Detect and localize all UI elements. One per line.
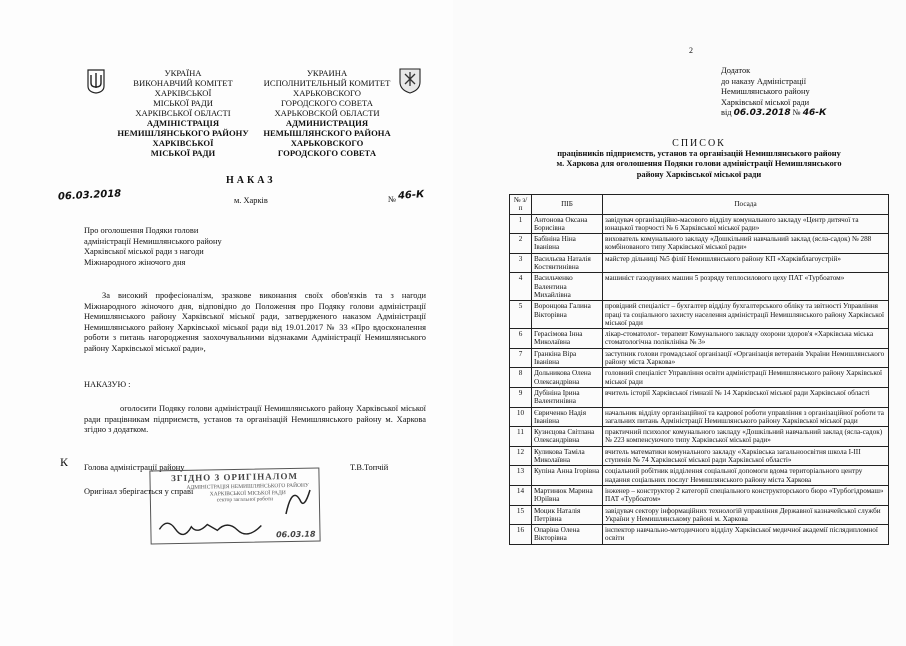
header-line: МІСЬКОЇ РАДИ xyxy=(153,98,213,108)
signature-title: Голова адміністрації району xyxy=(84,463,185,472)
order-date: 06.03.2018 xyxy=(57,188,122,203)
list-heading xyxy=(509,138,889,180)
row-number: 10 xyxy=(510,407,532,427)
subject-line: Про оголошення Подяки голови xyxy=(84,226,199,235)
person-position: вихователь комунального закладу «Дошкільний навчальний заклад (ясла-садок) № 288 комбінованого типу Харківської міської ради» xyxy=(603,234,889,254)
row-number: 1 xyxy=(510,214,532,234)
header-line: ХАРКІВСЬКОЇ xyxy=(154,88,212,98)
header-line: ГОРОДСКОГО СОВЕТА xyxy=(277,148,377,158)
list-subtitle-line: м. Харкова для оголошення Подяки голови адміністрації Немишлянського xyxy=(556,159,842,169)
person-name: Воронцова Галина Вікторівна xyxy=(532,301,603,329)
stamp-organization: АДМІНІСТРАЦІЯ НЕМИШЛЯНСЬКОГО РАЙОНУ ХАРКІВСЬКОЇ МІСЬКОЇ РАДИ xyxy=(186,482,309,497)
person-position: головний спеціаліст Управління освіти адміністрації Немишлянського району Харківської міської ради xyxy=(603,368,889,388)
person-position: заступник голови громадської організації «Організація ветеранів України Немишлянського району міста Харкова» xyxy=(603,348,889,368)
table-row xyxy=(510,525,889,545)
stamp-sector: сектор загальної роботи xyxy=(216,496,274,504)
table-row xyxy=(510,466,889,486)
row-number: 4 xyxy=(510,273,532,301)
order-number: 46-К xyxy=(397,189,425,202)
table-row xyxy=(510,485,889,505)
table-row xyxy=(510,214,889,234)
city-label: м. Харків xyxy=(234,196,268,205)
table-row xyxy=(510,348,889,368)
subject-line: адміністрації Немишлянського району xyxy=(84,236,222,246)
table-row xyxy=(510,446,889,466)
row-number: 3 xyxy=(510,253,532,273)
table-row xyxy=(510,368,889,388)
appendix-header xyxy=(721,66,901,119)
row-number: 7 xyxy=(510,348,532,368)
person-position: завідувач сектору інформаційних технологій управління Державної казначейської служби України у Немишлянському районі м. Харкова xyxy=(603,505,889,525)
table-row xyxy=(510,427,889,447)
header-line: ХАРЬКОВСКОГО xyxy=(290,138,364,148)
person-name: Купіна Анна Ігорівна xyxy=(532,466,603,486)
appendix-line: Немишлянського району xyxy=(721,87,810,97)
row-number: 14 xyxy=(510,485,532,505)
order-subject xyxy=(84,226,304,268)
row-number: 11 xyxy=(510,427,532,447)
row-number: 12 xyxy=(510,446,532,466)
person-position: начальник відділу організаційної та кадрової роботи управління з організаційної роботи та загальних питань Адміністрації Немишлянського району Харківської міської ради xyxy=(603,407,889,427)
signature-name: Т.В.Топчій xyxy=(350,463,389,472)
person-position: провідний спеціаліст – бухгалтер відділу бухгалтерського обліку та звітності Управління праці та соціального захисту населення адміністрації Немишлянського району Харківської міської ради xyxy=(603,301,889,329)
person-position: лікар-стоматолог- терапевт Комунального закладу охорони здоров'я «Харківська міська стоматологічна поліклініка № 3» xyxy=(603,329,889,349)
row-number: 13 xyxy=(510,466,532,486)
number-prefix: № xyxy=(792,108,801,118)
header-line: НЕМИШЛЯНСЬКОГО РАЙОНУ xyxy=(117,128,249,138)
person-name: Куликова Таміла Миколаївна xyxy=(532,446,603,466)
table-row xyxy=(510,234,889,254)
person-name: Гранкіна Віра Іванівна xyxy=(532,348,603,368)
person-name: Герасімова Інна Миколаївна xyxy=(532,329,603,349)
doc-type-title: НАКАЗ xyxy=(226,175,276,186)
table-row xyxy=(510,273,889,301)
ukrainian-header xyxy=(108,68,258,158)
person-name: Кузнєцова Світлана Олександрівна xyxy=(532,427,603,447)
person-name: Дубініна Ірина Валентинівна xyxy=(532,387,603,407)
subject-line: Міжнародного жіночого дня xyxy=(84,257,186,267)
header-line: МІСЬКОЇ РАДИ xyxy=(150,148,216,158)
employees-table xyxy=(509,194,889,545)
person-position: інспектор навчально-методичного відділу Харківської медичної академії післядипломної освіти xyxy=(603,525,889,545)
person-position: машиніст газодувних машин 5 розряду теплосилового цеху ПАТ «Турбоатом» xyxy=(603,273,889,301)
table-header-row xyxy=(510,195,889,215)
appendix-page xyxy=(453,0,906,646)
original-kept-note: Оригінал зберігається у справі xyxy=(84,487,194,496)
appendix-date: 06.03.2018 xyxy=(733,108,791,119)
header-line: УКРАЇНА xyxy=(164,68,202,78)
person-position: вчитель математики комунального закладу «Харківська загальноосвітня школа І-ІІІ ступенів № 74 Харківської міської ради Харківської області» xyxy=(603,446,889,466)
header-line: ХАРЬКОВСКОЙ ОБЛАСТИ xyxy=(274,108,380,118)
russian-header xyxy=(252,68,402,158)
preamble-paragraph: За високий професіоналізм, зразкове виконання своїх обов'язків та з нагоди Міжнародного жіночого дня, відповідно до Положення про Подяку голови адміністрації Немишлянського району Харківської міської ради, затвердженого наказом Адміністрації Немишлянського району Харківської міської ради від 19.01.2017 № 33 «Про вдосконалення роботи з питань нагородження заохочувальними відзнаками Адміністрації Немишлянського району Харківської міської ради», xyxy=(84,291,426,353)
person-name: Мартинюк Марина Юріївна xyxy=(532,485,603,505)
column-header: Посада xyxy=(603,195,889,215)
person-name: Васильченко Валентина Михайлівна xyxy=(532,273,603,301)
date-prefix: від xyxy=(721,108,732,118)
person-position: соціальний робітник відділення соціальної допомоги вдома територіального центру надання соціальних послуг Немишлянського району міста Харкова xyxy=(603,466,889,486)
appendix-line: Харківської міської ради xyxy=(721,97,810,107)
person-position: вчитель історії Харківської гімназії № 14 Харківської міської ради Харківської області xyxy=(603,387,889,407)
table-row xyxy=(510,407,889,427)
person-position: інженер – конструктор 2 категорії спеціального конструкторського бюро «Турбогідромаш» ПАТ «Турбоатом» xyxy=(603,485,889,505)
person-name: Бабініна Ніна Іванівна xyxy=(532,234,603,254)
header-line: УКРАИНА xyxy=(306,68,348,78)
subject-line: Харківської міської ради з нагоди xyxy=(84,247,204,257)
row-number: 6 xyxy=(510,329,532,349)
stamp-title: ЗГІДНО З ОРИГІНАЛОМ xyxy=(170,470,298,484)
header-line: ХАРКІВСЬКОЇ xyxy=(152,138,214,148)
person-name: Васильєва Наталія Костянтинівна xyxy=(532,253,603,273)
row-number: 8 xyxy=(510,368,532,388)
stamp-date: 06.03.18 xyxy=(275,529,316,540)
order-word: НАКАЗУЮ : xyxy=(84,380,131,389)
person-name: Опаріна Олена Вікторівна xyxy=(532,525,603,545)
appendix-line: Додаток xyxy=(721,66,751,75)
person-position: майстер дільниці №5 філії Немишлянського району КП «Харківблагоустрій» xyxy=(603,253,889,273)
person-name: Євриченко Надія Іванівна xyxy=(532,407,603,427)
appendix-line: до наказу Адміністрації xyxy=(721,76,807,86)
column-header: № з/п xyxy=(510,195,532,215)
header-line: НЕМЫШЛЯНСКОГО РАЙОНА xyxy=(263,128,391,138)
header-line: ИСПОЛНИТЕЛЬНЫЙ КОМИТЕТ xyxy=(263,78,391,88)
person-name: Дольникова Олена Олександрівна xyxy=(532,368,603,388)
column-header: ПІБ xyxy=(532,195,603,215)
header-line: ГОРОДСКОГО СОВЕТА xyxy=(281,98,373,108)
person-name: Антонова Оксана Борисівна xyxy=(532,214,603,234)
row-number: 5 xyxy=(510,301,532,329)
header-line: ХАРЬКОВСКОГО xyxy=(293,88,361,98)
row-number: 16 xyxy=(510,525,532,545)
order-paragraph: оголосити Подяку голови адміністрації Немишлянського району Харківської міської ради працівникам підприємств, установ та організацій Немишлянського району м. Харкова згідно з додатком. xyxy=(84,404,426,435)
table-row xyxy=(510,329,889,349)
signature-icon xyxy=(282,484,312,518)
person-name: Моцик Наталія Петрівна xyxy=(532,505,603,525)
row-number: 15 xyxy=(510,505,532,525)
trident-emblem-icon xyxy=(86,68,106,94)
page-number: 2 xyxy=(689,46,693,55)
row-number: 9 xyxy=(510,387,532,407)
person-position: практичний психолог комунального закладу «Дошкільний навчальний заклад (ясла-садок) № 223 компенсуючого типу Харківської міської ради» xyxy=(603,427,889,447)
person-position: завідувач організаційно-масового відділу комунального закладу «Центр дитячої та юнацької творчості № 6 Харківської міської ради» xyxy=(603,214,889,234)
table-row xyxy=(510,505,889,525)
table-row xyxy=(510,301,889,329)
header-line: ХАРКІВСЬКОЇ ОБЛАСТІ xyxy=(135,108,231,118)
header-line: АДМИНИСТРАЦИЯ xyxy=(285,118,369,128)
order-number-prefix: № xyxy=(388,195,396,204)
appendix-number: 46-К xyxy=(802,108,827,119)
list-subtitle-line: працівників підприємств, установ та організацій Немишлянського району xyxy=(557,149,841,158)
header-line: АДМІНІСТРАЦІЯ xyxy=(146,118,220,128)
table-row xyxy=(510,253,889,273)
list-subtitle-line: району Харківської міської ради xyxy=(636,169,762,179)
table-row xyxy=(510,387,889,407)
header-line: ВИКОНАВЧИЙ КОМІТЕТ xyxy=(133,78,233,88)
handwritten-mark: К xyxy=(60,455,69,469)
list-title: СПИСОК xyxy=(672,138,726,149)
row-number: 2 xyxy=(510,234,532,254)
